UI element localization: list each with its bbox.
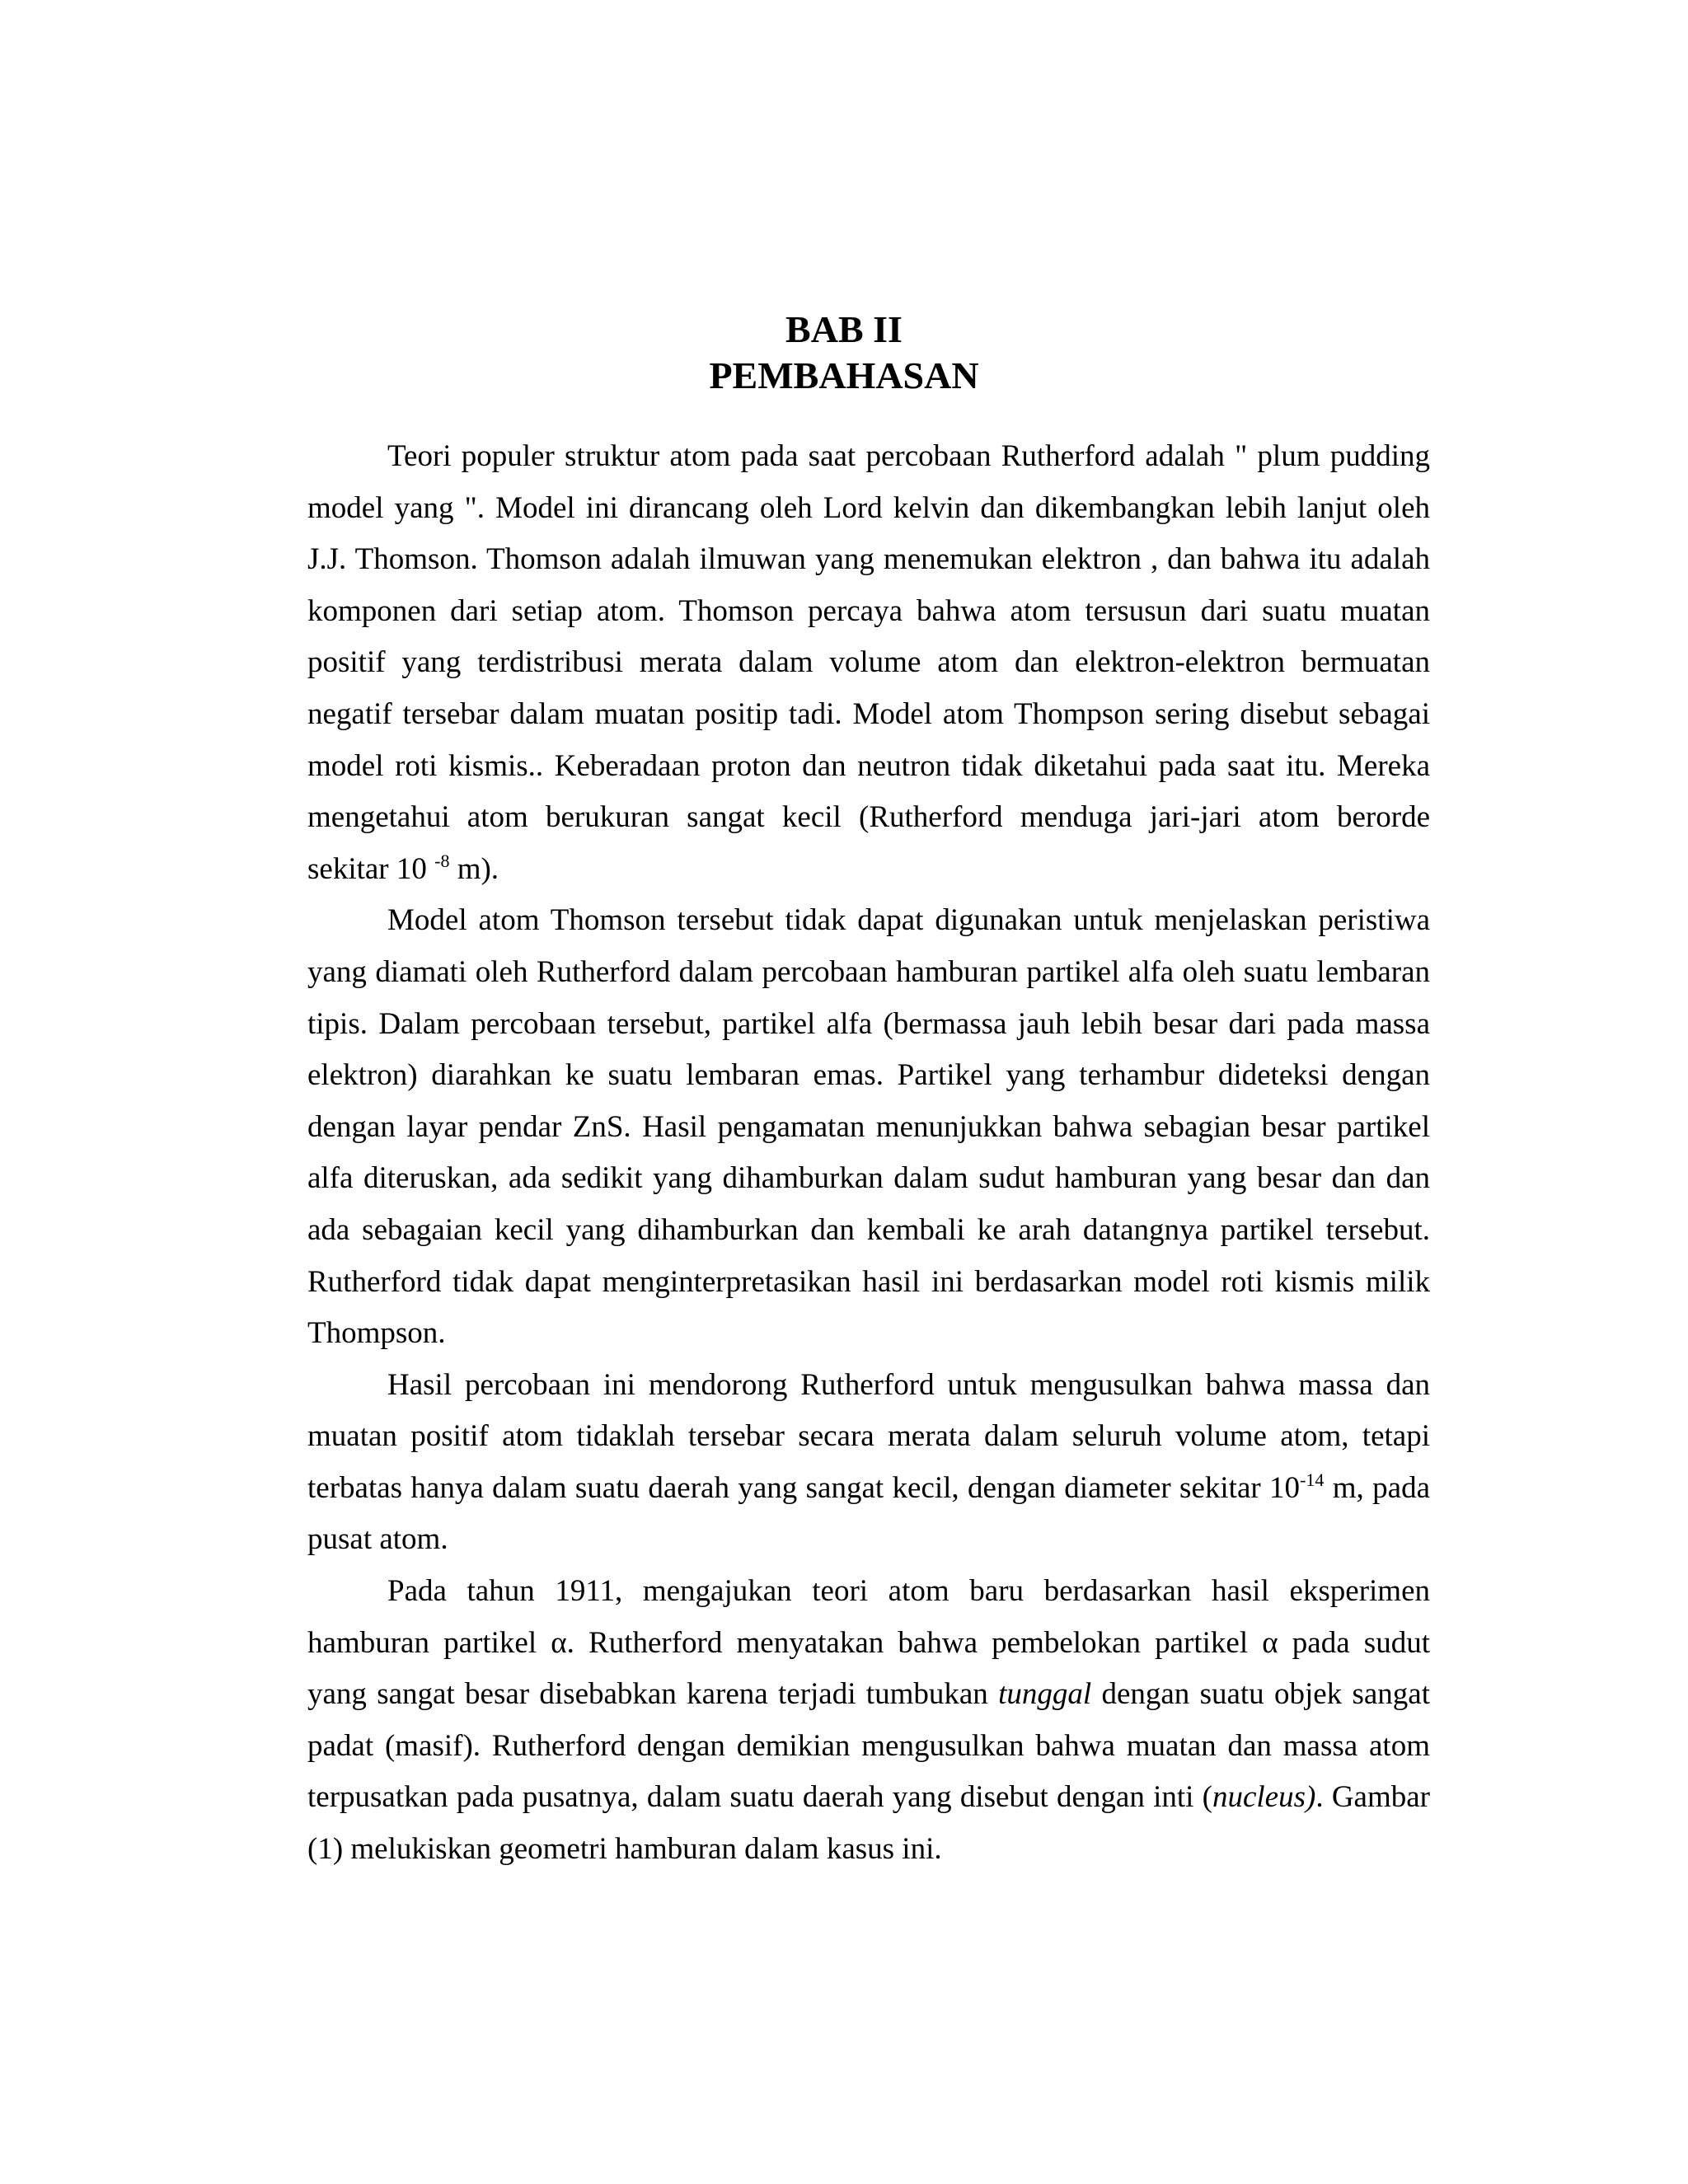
- chapter-number: BAB II: [785, 308, 903, 350]
- body-text: [307, 431, 1430, 1876]
- paragraph-3-text: Hasil percobaan ini mendorong Rutherford untuk mengusulkan bahwa massa dan muatan positif atom tidaklah tersebar secara merata dalam seluruh volume atom, tetapi terbatas hanya dalam suatu daerah yang sangat kecil, dengan diameter sekitar 10: [307, 1367, 1430, 1505]
- paragraph-3-text-end: m, pada pusat atom.: [307, 1470, 1431, 1557]
- paragraph-1: [307, 431, 1430, 895]
- paragraph-4-text-middle: dengan suatu objek sangat padat (masif). Rutherford dengan demikian mengusulkan bahwa muatan dan massa atom terpusatkan pada pusatnya, dalam suatu daerah yang disebut dengan inti (: [307, 1677, 1430, 1815]
- italic-tunggal: tunggal: [998, 1677, 1092, 1712]
- paragraph-4-text-end: . Gambar (1) melukiskan geometri hamburan dalam kasus ini.: [307, 1780, 1430, 1867]
- paragraph-2: Model atom Thomson tersebut tidak dapat digunakan untuk menjelaskan peristiwa yang diamati oleh Rutherford dalam percobaan hamburan partikel alfa oleh suatu lembaran tipis. Dalam percobaan tersebut, partikel alfa (bermassa jauh lebih besar dari pada massa elektron) diarahkan ke suatu lembaran emas. Partikel yang terhambur dideteksi dengan dengan layar pendar ZnS. Hasil pengamatan menunjukkan bahwa sebagian besar partikel alfa diteruskan, ada sedikit yang dihamburkan dalam sudut hamburan yang besar dan dan ada sebagaian kecil yang dihamburkan dan kembali ke arah datangnya partikel tersebut. Rutherford tidak dapat menginterpretasikan hasil ini berdasarkan model roti kismis milik Thompson.: [307, 903, 1430, 1351]
- italic-nucleus: nucleus): [1212, 1780, 1316, 1815]
- paragraph-4: [307, 1566, 1430, 1876]
- exponent-minus-8: -8: [434, 850, 450, 871]
- paragraph-4-text: Pada tahun 1911, mengajukan teori atom baru berdasarkan hasil eksperimen hamburan partikel α. Rutherford menyatakan bahwa pembelokan partikel α pada sudut yang sangat besar disebabkan karena terjadi tumbukan: [307, 1574, 1430, 1712]
- exponent-minus-14: -14: [1300, 1469, 1325, 1490]
- chapter-title: PEMBAHASAN: [709, 354, 979, 396]
- paragraph-1-text-end: m).: [449, 851, 499, 886]
- paragraph-1-text: Teori populer struktur atom pada saat percobaan Rutherford adalah " plum pudding model yang ". Model ini dirancang oleh Lord kelvin dan dikembangkan lebih lanjut oleh J.J. Thomson. Thomson adalah ilmuwan yang menemukan elektron , dan bahwa itu adalah komponen dari setiap atom. Thomson percaya bahwa atom tersusun dari suatu muatan positif yang terdistribusi merata dalam volume atom dan elektron-elektron bermuatan negatif tersebar dalam muatan positip tadi. Model atom Thompson sering disebut sebagai model roti kismis.. Keberadaan proton dan neutron tidak diketahui pada saat itu. Mereka mengetahui atom berukuran sangat kecil (Rutherford menduga jari-jari atom berorde sekitar 10: [307, 439, 1430, 886]
- paragraph-3: [307, 1360, 1430, 1566]
